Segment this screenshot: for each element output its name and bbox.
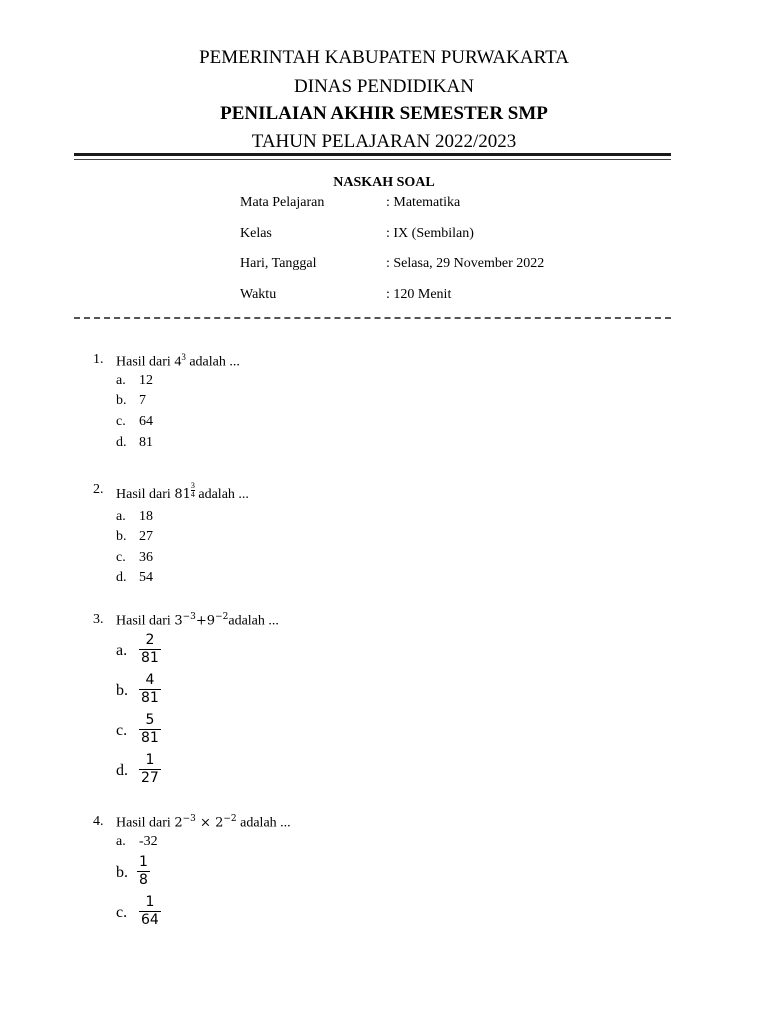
q3-option-a-numerator: 2 (145, 632, 155, 648)
q4-option-c-letter: c. (116, 904, 128, 921)
q2-option-b-letter: b. (116, 529, 127, 544)
question-3-number: 3. (93, 612, 104, 627)
naskah-title: NASKAH SOAL (333, 175, 435, 190)
q2-option-d-value: 54 (139, 570, 153, 585)
info-value-date: : Selasa, 29 November 2022 (386, 256, 545, 271)
question-4-prefix: Hasil dari (116, 815, 175, 831)
q1-option-a-value: 12 (139, 373, 153, 388)
question-2-base: 81 (174, 487, 191, 502)
question-3-exponent-2: −2 (215, 612, 229, 622)
q3-option-c-numerator: 5 (145, 712, 155, 728)
header-line-1: PEMERINTAH KABUPATEN PURWAKARTA (199, 47, 569, 68)
q3-option-a-letter: a. (116, 642, 128, 659)
info-value-class: : IX (Sembilan) (386, 226, 474, 241)
question-2-prefix: Hasil dari (116, 487, 175, 502)
q3-option-d-letter: d. (116, 762, 128, 779)
question-1-suffix: adalah ... (185, 354, 240, 370)
q4-option-c-fraction (139, 894, 161, 929)
q1-option-d-value: 81 (139, 435, 153, 450)
info-label-class: Kelas (240, 226, 272, 241)
question-4-suffix: adalah ... (236, 815, 291, 831)
q3-option-a-fraction (139, 632, 161, 667)
q2-option-b-value: 27 (139, 529, 153, 544)
q4-option-a-value: -32 (139, 834, 158, 849)
q1-option-c-value: 64 (139, 414, 153, 429)
question-2-number: 2. (93, 482, 104, 497)
q3-option-b-denominator: 81 (141, 690, 159, 706)
question-1-text (116, 352, 240, 371)
info-label-subject: Mata Pelajaran (240, 195, 325, 210)
q2-option-c-value: 36 (139, 550, 153, 565)
q3-option-c-letter: c. (116, 722, 128, 739)
header-line-3: PENILAIAN AKHIR SEMESTER SMP (220, 103, 548, 124)
question-4-exponent-1: −3 (182, 814, 196, 824)
question-1-prefix: Hasil dari 4 (116, 354, 182, 370)
q4-option-c-denominator: 64 (141, 912, 159, 928)
header-rule-thin (74, 159, 671, 160)
q3-option-c-denominator: 81 (141, 730, 159, 746)
q4-option-b-numerator: 1 (139, 854, 148, 870)
question-2-text (116, 482, 249, 503)
q4-option-b-letter: b. (116, 864, 128, 881)
header-rule-thick (74, 153, 671, 156)
question-3-suffix: adalah ... (228, 613, 279, 629)
question-4-base-2: 2 (215, 815, 224, 831)
q1-option-b-value: 7 (139, 393, 146, 408)
question-3-exponent-1: −3 (182, 612, 196, 622)
question-4-base-1: 2 (174, 815, 183, 831)
question-1-number: 1. (93, 352, 104, 367)
q2-option-a-letter: a. (116, 509, 126, 524)
q4-option-c-numerator: 1 (145, 894, 155, 910)
question-4-number: 4. (93, 814, 104, 829)
header-line-2: DINAS PENDIDIKAN (294, 76, 474, 97)
question-4-exponent-2: −2 (223, 814, 237, 824)
info-label-time: Waktu (240, 287, 277, 302)
question-3-base-1: 3 (174, 613, 183, 629)
q2-option-c-letter: c. (116, 550, 126, 565)
q3-option-b-numerator: 4 (145, 672, 155, 688)
question-3-base-2: 9 (206, 613, 216, 629)
info-value-subject: : Matematika (386, 195, 461, 210)
question-2-exp-den: 4 (190, 490, 195, 499)
q3-option-c-fraction (139, 712, 161, 747)
q4-option-b-fraction (137, 854, 150, 889)
q3-option-d-denominator: 27 (141, 770, 159, 786)
question-3-text (116, 612, 279, 630)
question-2-suffix: adalah ... (194, 487, 249, 502)
q3-option-d-numerator: 1 (145, 752, 155, 768)
q3-option-d-fraction (139, 752, 161, 787)
q3-option-b-letter: b. (116, 682, 128, 699)
header-line-4: TAHUN PELAJARAN 2022/2023 (251, 131, 517, 152)
question-3-prefix: Hasil dari (116, 613, 175, 629)
q3-option-a-denominator: 81 (141, 650, 159, 666)
q2-option-d-letter: d. (116, 570, 127, 585)
q1-option-b-letter: b. (116, 393, 127, 408)
q2-option-a-value: 18 (139, 509, 153, 524)
question-4-text (116, 814, 291, 832)
question-3-operator: + (195, 613, 207, 629)
q1-option-a-letter: a. (116, 373, 126, 388)
question-4-operator: × (195, 815, 216, 831)
dashed-divider (74, 317, 671, 319)
q1-option-c-letter: c. (116, 414, 126, 429)
question-2-exp-num: 3 (190, 481, 195, 490)
q4-option-b-denominator: 8 (139, 872, 148, 888)
q3-option-b-fraction (139, 672, 161, 707)
info-label-date: Hari, Tanggal (240, 256, 317, 271)
question-1-exponent: 3 (181, 352, 186, 362)
info-value-time: : 120 Menit (386, 287, 452, 302)
q1-option-d-letter: d. (116, 435, 127, 450)
q4-option-a-letter: a. (116, 834, 126, 849)
